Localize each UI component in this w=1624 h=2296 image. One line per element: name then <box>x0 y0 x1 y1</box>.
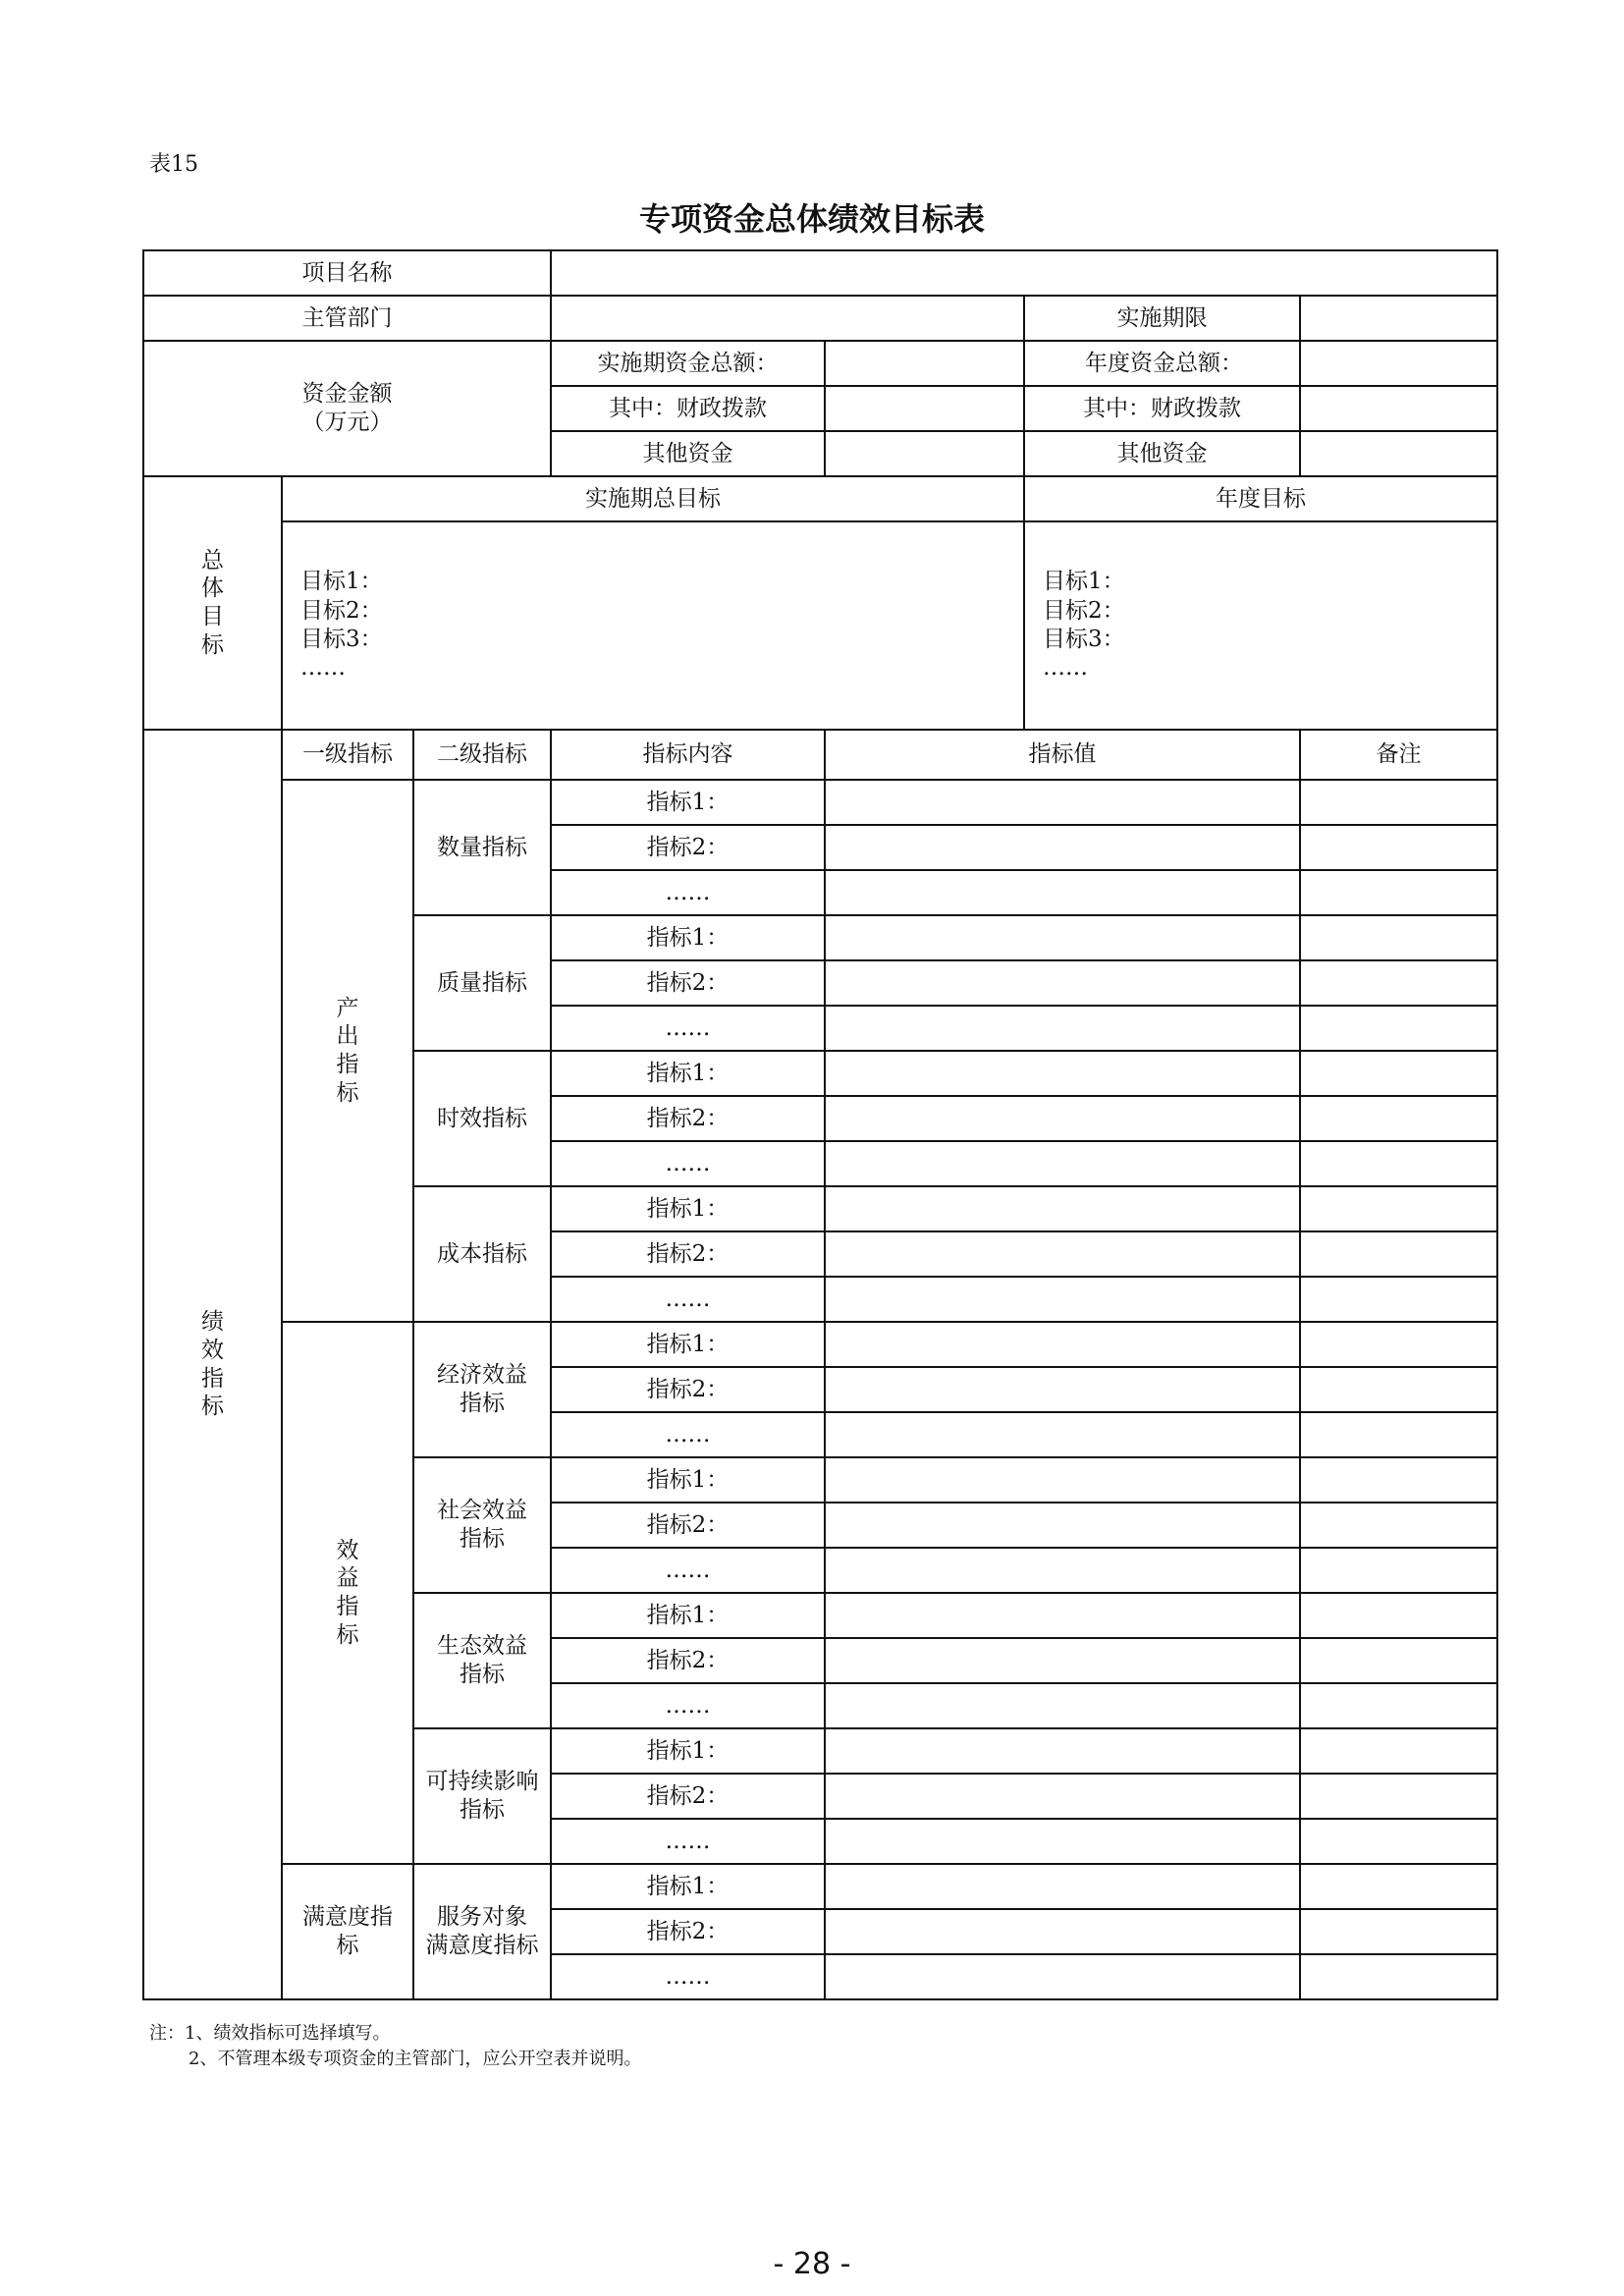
indicator-content-cell[interactable]: 指标2： <box>551 1231 825 1277</box>
annual-other-label: 其他资金 <box>1024 431 1300 476</box>
level2-indicator-0-1: 质量指标 <box>413 915 551 1051</box>
indicator-value-cell[interactable] <box>825 870 1300 915</box>
project-name-field[interactable] <box>551 250 1497 296</box>
annual-goal-field[interactable] <box>1024 521 1497 730</box>
indicator-remark-cell[interactable] <box>1300 1909 1497 1954</box>
annual-goal-list: 目标1： 目标2： 目标3： …… <box>1043 569 1125 682</box>
indicator-remark-cell[interactable] <box>1300 1186 1497 1231</box>
indicator-content-cell[interactable]: …… <box>551 1819 825 1864</box>
value-header: 指标值 <box>825 730 1300 780</box>
level2-indicator-1-2: 生态效益 指标 <box>413 1593 551 1728</box>
annual-fiscal-field[interactable] <box>1300 386 1497 431</box>
indicator-remark-cell[interactable] <box>1300 1864 1497 1909</box>
indicator-value-cell[interactable] <box>825 1322 1300 1367</box>
indicator-remark-cell[interactable] <box>1300 1006 1497 1051</box>
level2-indicator-0-0: 数量指标 <box>413 780 551 915</box>
indicator-content-cell[interactable]: 指标2： <box>551 960 825 1006</box>
indicator-content-cell[interactable]: …… <box>551 1954 825 1999</box>
indicator-content-cell[interactable]: …… <box>551 1141 825 1186</box>
annual-total-field[interactable] <box>1300 341 1497 386</box>
footnote-1: 注：1、绩效指标可选择填写。 <box>149 2023 391 2044</box>
indicator-content-cell[interactable]: …… <box>551 1548 825 1593</box>
overall-goal-side-label: 总 体 目 标 <box>143 476 282 730</box>
indicator-content-cell[interactable]: 指标1： <box>551 1051 825 1096</box>
indicator-content-cell[interactable]: 指标2： <box>551 825 825 870</box>
indicator-remark-cell[interactable] <box>1300 825 1497 870</box>
indicator-value-cell[interactable] <box>825 1231 1300 1277</box>
period-other-field[interactable] <box>825 431 1024 476</box>
indicator-content-cell[interactable]: 指标2： <box>551 1096 825 1141</box>
indicator-value-cell[interactable] <box>825 960 1300 1006</box>
indicator-content-cell[interactable]: 指标2： <box>551 1638 825 1683</box>
indicator-content-cell[interactable]: 指标1： <box>551 915 825 960</box>
indicator-value-cell[interactable] <box>825 1864 1300 1909</box>
indicator-remark-cell[interactable] <box>1300 1683 1497 1728</box>
level2-indicator-1-3: 可持续影响 指标 <box>413 1728 551 1864</box>
indicator-remark-cell[interactable] <box>1300 1322 1497 1367</box>
indicator-value-cell[interactable] <box>825 1457 1300 1503</box>
level2-indicator-2-0: 服务对象 满意度指标 <box>413 1864 551 1999</box>
period-fiscal-label: 其中：财政拨款 <box>551 386 825 431</box>
indicator-content-cell[interactable]: …… <box>551 1412 825 1457</box>
indicator-remark-cell[interactable] <box>1300 1457 1497 1503</box>
indicator-remark-cell[interactable] <box>1300 1367 1497 1412</box>
indicator-value-cell[interactable] <box>825 1728 1300 1774</box>
indicator-remark-cell[interactable] <box>1300 960 1497 1006</box>
level2-indicator-0-2: 时效指标 <box>413 1051 551 1186</box>
remark-header: 备注 <box>1300 730 1497 780</box>
level1-indicator-1: 效 益 指 标 <box>282 1322 413 1864</box>
indicator-remark-cell[interactable] <box>1300 780 1497 825</box>
period-other-label: 其他资金 <box>551 431 825 476</box>
indicator-remark-cell[interactable] <box>1300 1593 1497 1638</box>
indicator-value-cell[interactable] <box>825 1819 1300 1864</box>
indicator-content-cell[interactable]: …… <box>551 870 825 915</box>
performance-target-table <box>142 249 1498 2000</box>
level1-indicator-0: 产 出 指 标 <box>282 780 413 1322</box>
department-field[interactable] <box>551 296 1024 341</box>
indicator-value-cell[interactable] <box>825 1096 1300 1141</box>
annual-goal-header: 年度目标 <box>1024 476 1497 521</box>
indicator-content-cell[interactable]: 指标1： <box>551 1186 825 1231</box>
indicator-remark-cell[interactable] <box>1300 1774 1497 1819</box>
indicator-value-cell[interactable] <box>825 780 1300 825</box>
indicator-value-cell[interactable] <box>825 1412 1300 1457</box>
indicator-value-cell[interactable] <box>825 1954 1300 1999</box>
level2-header: 二级指标 <box>413 730 551 780</box>
indicator-value-cell[interactable] <box>825 1638 1300 1683</box>
indicator-value-cell[interactable] <box>825 1006 1300 1051</box>
footnotes <box>149 2021 641 2072</box>
indicator-remark-cell[interactable] <box>1300 1412 1497 1457</box>
period-fiscal-field[interactable] <box>825 386 1024 431</box>
indicator-value-cell[interactable] <box>825 1186 1300 1231</box>
funds-label <box>143 341 551 476</box>
indicator-value-cell[interactable] <box>825 1774 1300 1819</box>
indicator-content-cell[interactable]: 指标1： <box>551 780 825 825</box>
page-title: 专项资金总体绩效目标表 <box>638 200 985 238</box>
funds-unit-text: （万元） <box>301 410 393 435</box>
indicator-remark-cell[interactable] <box>1300 1141 1497 1186</box>
level2-indicator-1-0: 经济效益 指标 <box>413 1322 551 1457</box>
indicator-value-cell[interactable] <box>825 825 1300 870</box>
indicator-content-cell[interactable]: …… <box>551 1277 825 1322</box>
level2-indicator-1-1: 社会效益 指标 <box>413 1457 551 1593</box>
indicator-remark-cell[interactable] <box>1300 870 1497 915</box>
indicator-value-cell[interactable] <box>825 1683 1300 1728</box>
period-label: 实施期限 <box>1024 296 1300 341</box>
indicator-value-cell[interactable] <box>825 1367 1300 1412</box>
indicator-remark-cell[interactable] <box>1300 1728 1497 1774</box>
project-name-label: 项目名称 <box>143 250 551 296</box>
indicator-value-cell[interactable] <box>825 1909 1300 1954</box>
indicator-value-cell[interactable] <box>825 1593 1300 1638</box>
indicator-content-cell[interactable]: 指标1： <box>551 1322 825 1367</box>
period-goal-list: 目标1： 目标2： 目标3： …… <box>300 569 383 682</box>
indicator-remark-cell[interactable] <box>1300 1638 1497 1683</box>
indicator-content-cell[interactable]: 指标2： <box>551 1367 825 1412</box>
indicator-content-cell[interactable]: 指标1： <box>551 1593 825 1638</box>
annual-other-field[interactable] <box>1300 431 1497 476</box>
content-header: 指标内容 <box>551 730 825 780</box>
indicator-content-cell[interactable]: 指标1： <box>551 1864 825 1909</box>
page-number: - 28 - <box>773 2247 851 2281</box>
indicator-content-cell[interactable]: …… <box>551 1683 825 1728</box>
indicator-value-cell[interactable] <box>825 1051 1300 1096</box>
level1-header: 一级指标 <box>282 730 413 780</box>
funds-label-text: 资金金额 <box>301 381 393 408</box>
indicator-remark-cell[interactable] <box>1300 1503 1497 1548</box>
indicator-remark-cell[interactable] <box>1300 1277 1497 1322</box>
annual-fiscal-label: 其中：财政拨款 <box>1024 386 1300 431</box>
performance-indicator-side-label: 绩 效 指 标 <box>143 730 282 1999</box>
indicator-remark-cell[interactable] <box>1300 1819 1497 1864</box>
indicator-remark-cell[interactable] <box>1300 1051 1497 1096</box>
annual-total-label: 年度资金总额： <box>1024 341 1300 386</box>
period-total-label: 实施期资金总额： <box>551 341 825 386</box>
level1-indicator-2: 满意度指 标 <box>282 1864 413 1999</box>
indicator-remark-cell[interactable] <box>1300 1954 1497 1999</box>
indicator-remark-cell[interactable] <box>1300 1548 1497 1593</box>
indicator-content-cell[interactable]: 指标1： <box>551 1457 825 1503</box>
indicator-value-cell[interactable] <box>825 1548 1300 1593</box>
indicator-content-cell[interactable]: 指标1： <box>551 1728 825 1774</box>
department-label: 主管部门 <box>143 296 551 341</box>
footnote-2: 2、不管理本级专项资金的主管部门，应公开空表并说明。 <box>189 2049 642 2070</box>
indicator-remark-cell[interactable] <box>1300 915 1497 960</box>
period-total-field[interactable] <box>825 341 1024 386</box>
indicator-content-cell[interactable]: 指标2： <box>551 1909 825 1954</box>
indicator-value-cell[interactable] <box>825 1141 1300 1186</box>
indicator-remark-cell[interactable] <box>1300 1096 1497 1141</box>
indicator-content-cell[interactable]: 指标2： <box>551 1774 825 1819</box>
period-field[interactable] <box>1300 296 1497 341</box>
indicator-remark-cell[interactable] <box>1300 1231 1497 1277</box>
page-label: 表15 <box>149 152 198 177</box>
indicator-value-cell[interactable] <box>825 1277 1300 1322</box>
level2-indicator-0-3: 成本指标 <box>413 1186 551 1322</box>
indicator-content-cell[interactable]: …… <box>551 1006 825 1051</box>
indicator-value-cell[interactable] <box>825 915 1300 960</box>
period-goal-field[interactable] <box>282 521 1024 730</box>
period-goal-header: 实施期总目标 <box>282 476 1024 521</box>
indicator-content-cell[interactable]: 指标2： <box>551 1503 825 1548</box>
indicator-value-cell[interactable] <box>825 1503 1300 1548</box>
